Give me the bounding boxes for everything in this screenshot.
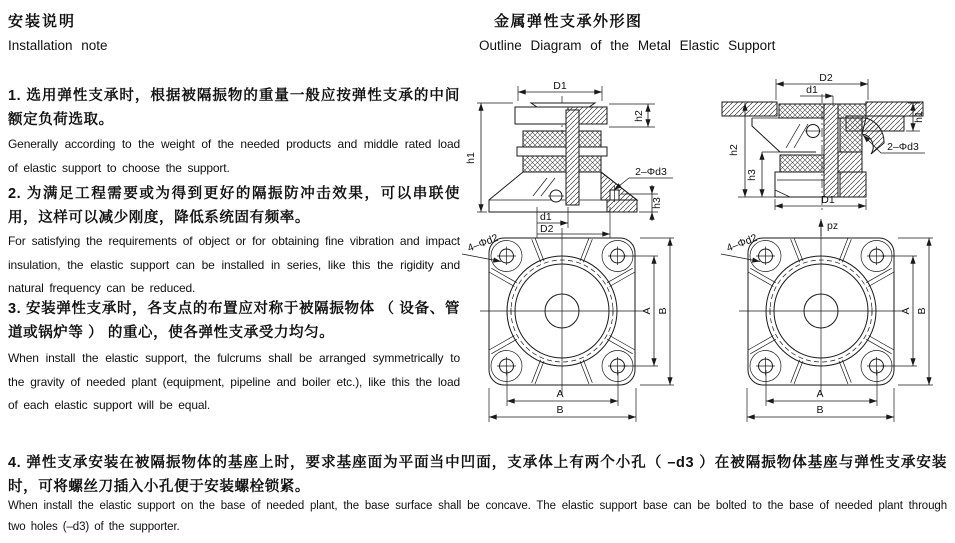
dim-label-B: B bbox=[816, 404, 824, 416]
note-3-zh: 3. 安装弹性支承时，各支点的布置应对称于被隔振物体 （ 设备、管道或锅炉等 ） 的重心，使各弹性支承受力均匀。 bbox=[8, 301, 460, 341]
note-4-zh: 4. 弹性支承安装在被隔振物体的基座上时，要求基座面为平面当中凹面，支承体上有两个小孔（ –d3 ）在被隔振物体基座与弹性支承安装时，可将螺丝刀插入小孔便于安装螺栓锁紧。 bbox=[8, 455, 947, 495]
dim-label-pz: pz bbox=[827, 220, 839, 232]
installation-title-zh: 安装说明 bbox=[8, 13, 77, 30]
note-4-en: When install the elastic support on the base of needed plant, the base surface shall be concave. The elastic support base can be bolted to the base of needed plant through two holes (–d3) of the supporter. bbox=[8, 500, 947, 533]
dim-label-D1: D1 bbox=[553, 80, 567, 92]
section-view-hanging bbox=[722, 72, 925, 236]
note-2-zh: 2. 为满足工程需要或为得到更好的隔振防冲击效果，可以串联使用，这样可以减少刚度，降低系统固有频率。 bbox=[8, 186, 460, 226]
outline-title-en: Outline Diagram of the Metal Elastic Support bbox=[479, 38, 776, 53]
dim-label-B-vert: B bbox=[657, 307, 669, 315]
outline-title-zh: 金属弹性支承外形图 bbox=[494, 13, 643, 30]
dim-label-h1: h1 bbox=[465, 152, 477, 164]
note-3-en: When install the elastic support, the fulcrums shall be arranged symmetrically to the gravity of needed plant (equipment, pipeline and boiler etc.), like this the load of each elastic support will be equal. bbox=[8, 351, 460, 412]
dim-label-B: B bbox=[556, 404, 564, 416]
plan-view-floor-mounted bbox=[462, 228, 674, 422]
dim-label-h2: h2 bbox=[728, 144, 740, 156]
installation-title-en: Installation note bbox=[8, 38, 108, 53]
dim-label-A: A bbox=[816, 388, 824, 400]
dim-label-D2: D2 bbox=[819, 72, 833, 84]
dim-label-D2: D2 bbox=[540, 223, 554, 235]
dim-label-A: A bbox=[556, 388, 564, 400]
dim-label-h1: h1 bbox=[913, 111, 925, 123]
plan-view-hanging bbox=[721, 228, 933, 422]
dim-label-A-vert: A bbox=[641, 307, 653, 315]
note-1-zh: 1. 选用弹性支承时，根据被隔振物的重量一般应按弹性支承的中间额定负荷选取。 bbox=[8, 88, 460, 128]
dim-label-h3: h3 bbox=[651, 197, 663, 209]
section-view-floor-mounted bbox=[465, 80, 673, 238]
note-2-en: For satisfying the requirements of object or for obtaining fine vibration and impact insulation, the elastic support can be installed in series, like this the rigidity and natural frequency can be reduced. bbox=[8, 234, 460, 295]
dim-label-D1: D1 bbox=[821, 194, 835, 206]
dim-label-B-vert: B bbox=[916, 307, 928, 315]
dim-label-4-d2: 4–Φd2 bbox=[724, 231, 759, 255]
dim-label-d1: d1 bbox=[540, 211, 552, 223]
dim-label-h3: h3 bbox=[746, 169, 758, 181]
dim-label-A-vert: A bbox=[900, 307, 912, 315]
dim-label-2-d3: 2–Φd3 bbox=[887, 141, 919, 153]
note-1-en: Generally according to the weight of the needed products and middle rated load of elastic support to choose the support. bbox=[8, 137, 460, 175]
dim-label-d1: d1 bbox=[806, 84, 818, 96]
dim-label-2-d3: 2–Φd3 bbox=[635, 166, 667, 178]
dim-label-4-d2: 4–Φd2 bbox=[465, 231, 500, 255]
dim-label-h2: h2 bbox=[633, 110, 645, 122]
